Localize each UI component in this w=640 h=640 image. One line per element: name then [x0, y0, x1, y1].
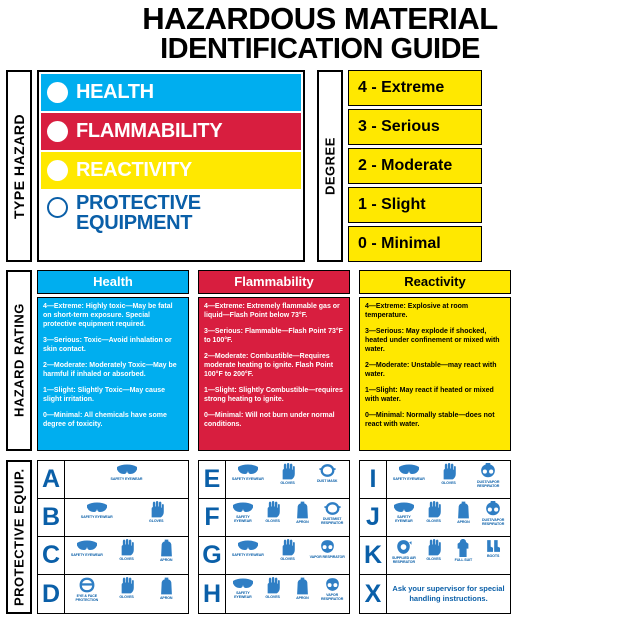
icon-caption: APRON	[159, 558, 173, 563]
gloves-icon	[425, 501, 442, 518]
apron-icon-item	[449, 501, 479, 524]
protective-equipment-letter-G: G	[199, 537, 226, 574]
icon-caption: VAPOR RESPIRATOR	[309, 555, 345, 560]
safety-glasses-icon	[393, 501, 415, 514]
flammability-dot-icon	[47, 121, 68, 142]
icon-caption: SAFETY EYEWEAR	[110, 477, 143, 482]
protective-equipment-row-E[interactable]	[199, 461, 349, 499]
protective-equipment-icons	[65, 461, 188, 498]
health-dot-icon	[47, 82, 68, 103]
icon-caption: FULL SUIT	[454, 558, 473, 563]
title-line-2: IDENTIFICATION GUIDE	[160, 32, 480, 65]
rating-flammability-line-1: 1—Slight: Slightly Combustible—requires strong heating to ignite.	[204, 386, 343, 403]
icon-caption: VAPOR RESPIRATOR	[321, 593, 344, 602]
icon-caption: APRON	[296, 596, 309, 601]
protective-label-line2: EQUIPMENT	[76, 211, 193, 234]
type-hazard-bar-reactivity	[41, 152, 301, 189]
safety-glasses-icon	[116, 463, 138, 476]
degree-item-3: 3 - Serious	[348, 109, 482, 145]
protective-equipment-icons	[65, 499, 188, 536]
vapor-respirator-icon-item	[317, 577, 347, 601]
protective-equipment-row-A[interactable]	[38, 461, 188, 499]
dust-vapor-respirator-icon-item	[468, 463, 508, 488]
type-hazard-box	[37, 70, 305, 262]
apron-icon-item	[146, 539, 186, 562]
rating-body-reactivity	[359, 297, 511, 451]
gloves-icon	[440, 463, 457, 480]
rating-reactivity-line-0: 0—Minimal: Normally stable—does not react with water.	[365, 411, 495, 428]
safety-glasses-icon-item	[67, 501, 127, 519]
apron-icon	[295, 501, 310, 519]
boots-icon-item	[478, 539, 508, 558]
full-suit-icon	[456, 539, 470, 557]
icon-caption: APRON	[457, 520, 470, 525]
icon-caption: EYE & FACE PROTECTION	[75, 594, 99, 603]
dust-mask-icon	[324, 501, 341, 516]
protective-equipment-note	[387, 575, 510, 613]
gloves-icon-item	[107, 539, 147, 561]
gloves-icon	[425, 539, 442, 556]
icon-caption: APRON	[159, 596, 173, 601]
protective-equipment-row-K[interactable]	[360, 537, 510, 575]
rating-body-flammability	[198, 297, 350, 451]
protective-equipment-letter-E: E	[199, 461, 226, 498]
rating-flammability-line-4: 4—Extreme: Extremely flammable gas or liquid—Flash Point below 73°F.	[204, 303, 340, 320]
protective-equipment-icons	[387, 537, 510, 574]
protective-equipment-row-F[interactable]	[199, 499, 349, 537]
rating-health-line-4: 4—Extreme: Highly toxic—May be fatal on short-term exposure. Special protective equipment required.	[43, 303, 173, 329]
rating-body-health	[37, 297, 189, 451]
safety-glasses-icon-item	[389, 463, 429, 481]
protective-equipment-icons	[226, 575, 349, 613]
safety-glasses-icon	[237, 463, 259, 476]
protective-equipment-row-J[interactable]	[360, 499, 510, 537]
protective-equipment-row-B[interactable]	[38, 499, 188, 537]
rating-health-line-0: 0—Minimal: All chemicals have some degree of toxicity.	[43, 411, 167, 428]
hazard-rating-side-label: HAZARD RATING	[6, 270, 32, 451]
safety-glasses-icon	[398, 463, 420, 476]
degree-item-1: 1 - Slight	[348, 187, 482, 223]
gloves-icon	[118, 539, 135, 556]
degree-item-4: 4 - Extreme	[348, 70, 482, 106]
gloves-icon	[279, 463, 296, 480]
page-title	[0, 0, 640, 64]
dust-vapor-respirator-icon	[479, 463, 497, 479]
icon-caption: GLOVES	[149, 519, 164, 524]
protective-equipment-letter-F: F	[199, 499, 226, 536]
dust-mask-icon	[319, 463, 336, 478]
safety-glasses-icon-item	[67, 539, 107, 557]
rating-health-line-1: 1—Slight: Slightly Toxic—May cause slight irritation.	[43, 386, 166, 403]
gloves-icon	[148, 501, 165, 518]
icon-caption: SAFETY EYEWEAR	[231, 553, 264, 558]
icon-caption: GLOVES	[441, 481, 456, 486]
protective-equipment-row-D[interactable]	[38, 575, 188, 613]
dust-mask-icon-item	[307, 463, 347, 483]
protective-equipment-icons	[387, 499, 510, 536]
safety-glasses-icon-item	[389, 501, 419, 523]
icon-caption: GLOVES	[426, 519, 441, 524]
rating-heading-reactivity: Reactivity	[359, 270, 511, 294]
rating-health-line-2: 2—Moderate: Moderately Toxic—May be harmful if inhaled or absorbed.	[43, 361, 177, 378]
reactivity-dot-icon	[47, 160, 68, 181]
safety-glasses-icon-item	[67, 463, 186, 481]
icon-caption: GLOVES	[265, 519, 280, 524]
safety-glasses-icon	[76, 539, 98, 552]
protective-equipment-letter-I: I	[360, 461, 387, 498]
safety-glasses-icon-item	[228, 463, 268, 481]
protective-equipment-icons	[226, 499, 349, 536]
safety-glasses-icon	[86, 501, 108, 514]
protective-equipment-section	[0, 460, 640, 614]
protective-equipment-columns	[37, 460, 634, 614]
icon-caption: GLOVES	[280, 481, 295, 486]
rating-column-reactivity	[359, 270, 511, 451]
gloves-icon	[118, 577, 135, 594]
degree-box	[348, 70, 482, 262]
safety-glasses-icon-item	[228, 539, 268, 557]
protective-equipment-letter-X: X	[360, 575, 387, 613]
gloves-icon-item	[258, 577, 288, 599]
protective-equipment-icons	[226, 461, 349, 498]
protective-equipment-note-text: Ask your supervisor for special handling instructions.	[392, 584, 505, 604]
degree-item-2: 2 - Moderate	[348, 148, 482, 184]
apron-icon-item	[288, 501, 318, 524]
gloves-icon-item	[268, 463, 308, 485]
icon-caption: SAFETY EYEWEAR	[392, 477, 425, 482]
icon-caption: BOOTS	[486, 554, 500, 559]
icon-caption: SAFETY EYEWEAR	[231, 477, 264, 482]
icon-caption: SAFETY EYEWEAR	[234, 591, 252, 600]
icon-caption: GLOVES	[280, 557, 295, 562]
protective-equipment-column-1	[37, 460, 189, 614]
apron-icon-item	[288, 577, 318, 600]
type-hazard-bar-protective-equipment	[41, 191, 301, 245]
gloves-icon-item	[419, 539, 449, 561]
dust-vapor-respirator-icon	[484, 501, 502, 517]
rating-flammability-line-2: 2—Moderate: Combustible—Requires moderate heating to ignite. Flash Point 100°F to 200°F.	[204, 353, 334, 378]
gloves-icon	[264, 577, 281, 594]
icon-caption: APRON	[296, 520, 309, 525]
protective-label-line1: PROTECTIVE	[76, 192, 201, 215]
vapor-respirator-icon	[319, 539, 336, 554]
protective-equipment-letter-B: B	[38, 499, 65, 536]
flammability-label: FLAMMABILITY	[76, 119, 223, 142]
protective-equipment-row-C[interactable]	[38, 537, 188, 575]
protective-equipment-row-I[interactable]	[360, 461, 510, 499]
protective-equipment-icons	[65, 537, 188, 574]
icon-caption: DUST/VAPOR RESPIRATOR	[477, 480, 500, 489]
protective-equipment-row-X[interactable]	[360, 575, 510, 613]
gloves-icon-item	[127, 501, 187, 523]
rating-health-line-3: 3—Serious: Toxic—Avoid inhalation or skin contact.	[43, 337, 172, 353]
icon-caption: DUST/VAPOR RESPIRATOR	[481, 518, 505, 527]
protective-equipment-letter-D: D	[38, 575, 65, 613]
face-shield-icon	[77, 577, 97, 593]
safety-glasses-icon	[237, 539, 259, 552]
gloves-icon-item	[419, 501, 449, 523]
vapor-respirator-icon-item	[307, 539, 347, 559]
apron-icon-item	[146, 577, 186, 600]
icon-caption: DUST MASK	[316, 479, 338, 484]
gloves-icon	[279, 539, 296, 556]
icon-caption: DUST/MIST RESPIRATOR	[321, 517, 344, 526]
full-suit-icon-item	[449, 539, 479, 562]
icon-caption: SAFETY EYEWEAR	[395, 515, 413, 524]
air-respirator-icon	[395, 539, 412, 555]
rating-reactivity-line-4: 4—Extreme: Explosive at room temperature.	[365, 303, 469, 320]
rating-reactivity-line-3: 3—Serious: May explode if shocked, heated under confinement or mixed with water.	[365, 328, 500, 353]
gloves-icon-item	[258, 501, 288, 523]
degree-side-label: DEGREE	[317, 70, 343, 262]
degree-item-0: 0 - Minimal	[348, 226, 482, 262]
protective-equipment-side-label: PROTECTIVE EQUIP.	[6, 460, 32, 614]
boots-icon	[485, 539, 501, 553]
protective-equipment-letter-H: H	[199, 575, 226, 613]
protective-equipment-column-3	[359, 460, 511, 614]
icon-caption: GLOVES	[265, 595, 280, 600]
protective-equipment-row-H[interactable]	[199, 575, 349, 613]
protective-equipment-column-2	[198, 460, 350, 614]
rating-heading-health: Health	[37, 270, 189, 294]
apron-icon	[159, 539, 174, 557]
rating-reactivity-line-2: 2—Moderate: Unstable—may react with water.	[365, 361, 497, 378]
protective-equipment-dot-icon	[47, 197, 68, 218]
rating-flammability-line-3: 3—Serious: Flammable—Flash Point 73°F to 100°F.	[204, 328, 343, 345]
type-hazard-bar-flammability	[41, 113, 301, 150]
safety-glasses-icon-item	[228, 501, 258, 523]
rating-reactivity-line-1: 1—Slight: May react if heated or mixed with water.	[365, 386, 494, 403]
safety-glasses-icon	[232, 501, 254, 514]
apron-icon	[159, 577, 174, 595]
icon-caption: SUPPLIED AIR RESPIRATOR	[391, 556, 416, 565]
protective-equipment-icons	[387, 461, 510, 498]
rating-flammability-line-0: 0—Minimal: Will not burn under normal conditions.	[204, 411, 335, 428]
health-label: HEALTH	[76, 80, 154, 103]
icon-caption: SAFETY EYEWEAR	[234, 515, 252, 524]
gloves-icon	[264, 501, 281, 518]
rating-column-flammability	[198, 270, 350, 451]
apron-icon	[456, 501, 471, 519]
vapor-respirator-icon	[324, 577, 341, 592]
rating-heading-flammability: Flammability	[198, 270, 350, 294]
air-respirator-icon-item	[389, 539, 419, 564]
protective-equipment-letter-K: K	[360, 537, 387, 574]
gloves-icon-item	[107, 577, 147, 599]
apron-icon	[295, 577, 310, 595]
dust-mask-icon-item	[317, 501, 347, 525]
icon-caption: GLOVES	[119, 557, 134, 562]
dust-vapor-respirator-icon-item	[478, 501, 508, 526]
protective-equipment-icons	[65, 575, 188, 613]
face-shield-icon-item	[67, 577, 107, 602]
type-hazard-bar-health	[41, 74, 301, 111]
safety-glasses-icon	[232, 577, 254, 590]
icon-caption: SAFETY EYEWEAR	[80, 515, 113, 520]
protective-equipment-letter-A: A	[38, 461, 65, 498]
gloves-icon-item	[268, 539, 308, 561]
safety-glasses-icon-item	[228, 577, 258, 599]
protective-equipment-icons	[226, 537, 349, 574]
hazard-rating-section	[0, 270, 640, 451]
rating-column-health	[37, 270, 189, 451]
gloves-icon-item	[429, 463, 469, 485]
protective-equipment-row-G[interactable]	[199, 537, 349, 575]
protective-equipment-letter-J: J	[360, 499, 387, 536]
icon-caption: SAFETY EYEWEAR	[70, 553, 103, 558]
reactivity-label: REACTIVITY	[76, 158, 192, 181]
type-hazard-section	[0, 70, 640, 262]
protective-equipment-letter-C: C	[38, 537, 65, 574]
type-hazard-side-label: TYPE HAZARD	[6, 70, 32, 262]
icon-caption: GLOVES	[426, 557, 441, 562]
title-line-1: HAZARDOUS MATERIAL	[142, 1, 498, 36]
icon-caption: GLOVES	[119, 595, 134, 600]
